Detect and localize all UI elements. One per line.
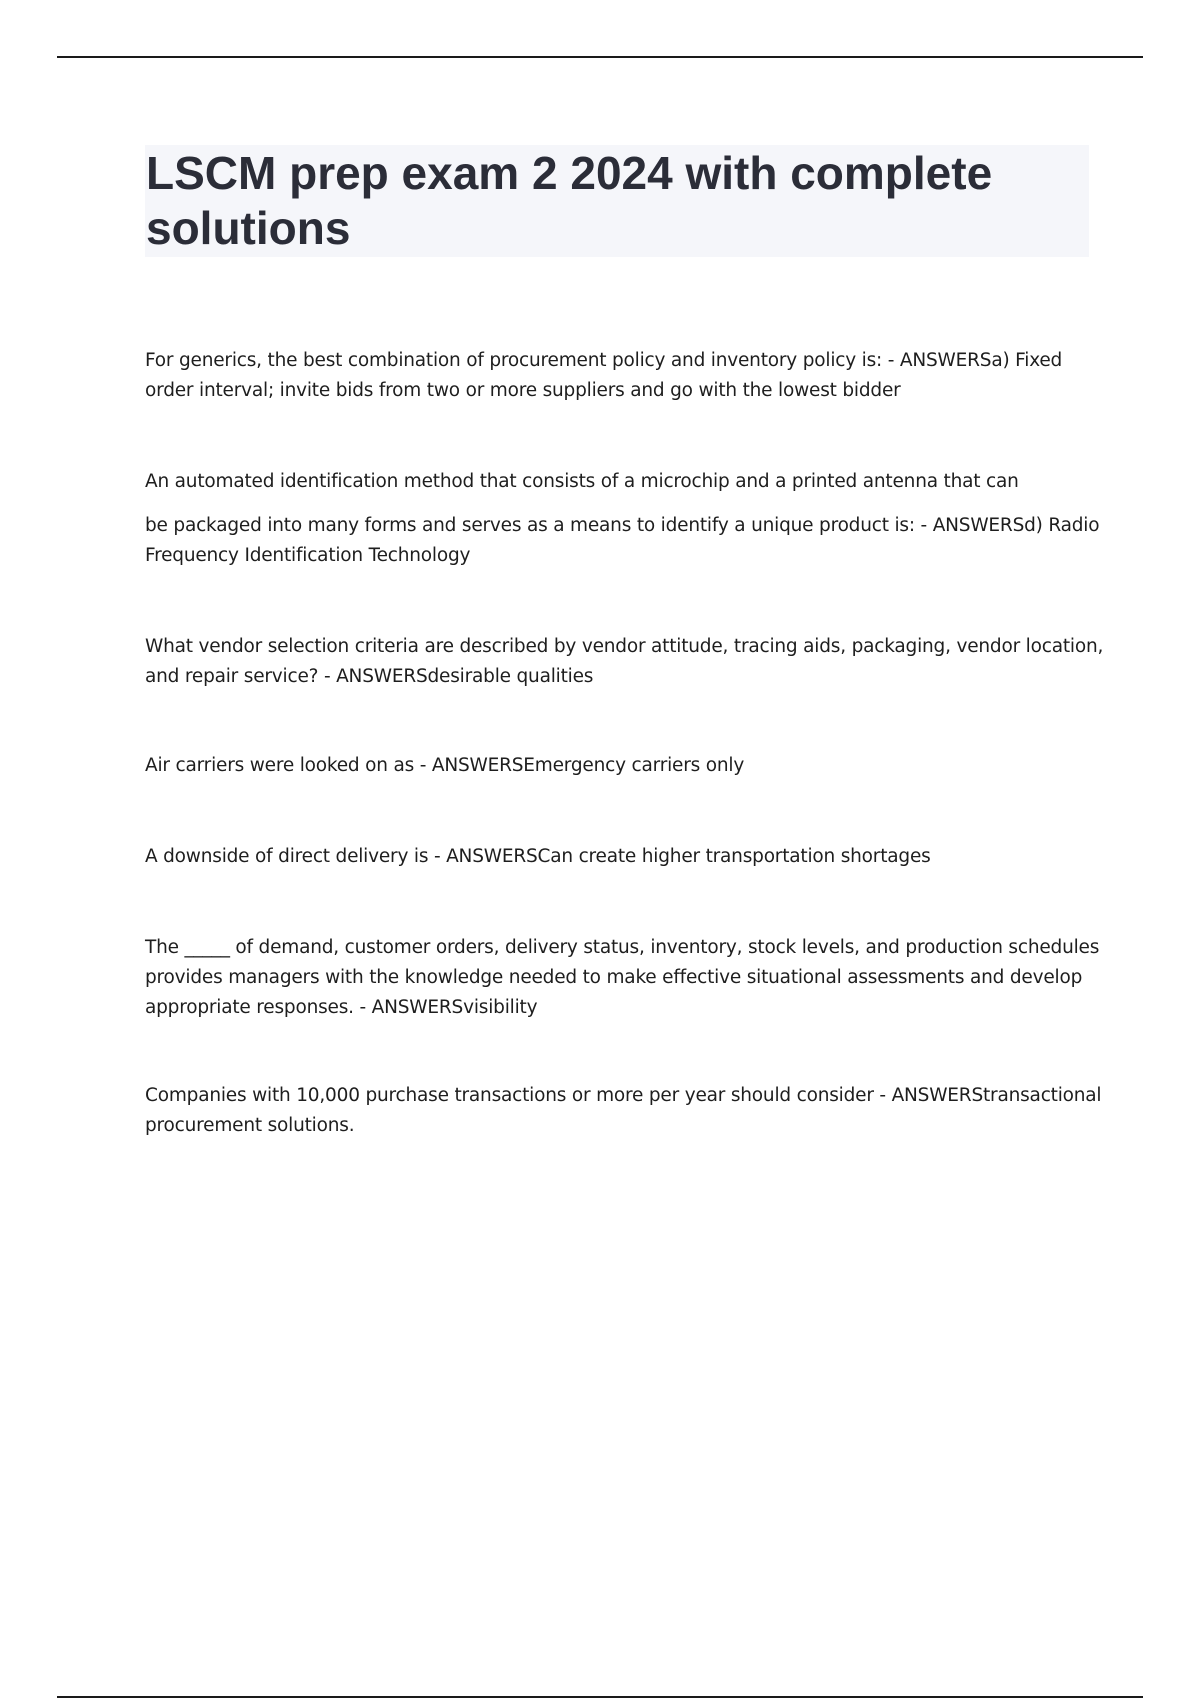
qa-item-4 [145, 751, 1095, 781]
qa-item-6 [145, 933, 1100, 1023]
qa-line: and repair service? - ANSWERSdesirable qualities [145, 666, 594, 687]
qa-item-2 [145, 467, 1100, 571]
qa-line: Frequency Identification Technology [145, 545, 471, 566]
qa-line: For generics, the best combination of procurement policy and inventory policy is: - ANSWERSa) Fixed [145, 350, 1063, 371]
qa-line: What vendor selection criteria are described by vendor attitude, tracing aids, packaging, vendor location, [145, 636, 1104, 657]
qa-line: The _____ of demand, customer orders, delivery status, inventory, stock levels, and production schedules [145, 937, 1100, 958]
page-title: LSCM prep exam 2 2024 with complete solutions [146, 147, 993, 254]
qa-item-1 [145, 346, 1095, 406]
qa-line: be packaged into many forms and serves as a means to identify a unique product is: - ANSWERSd) Radio [145, 515, 1100, 536]
qa-line: appropriate responses. - ANSWERSvisibility [145, 997, 538, 1018]
qa-line: procurement solutions. [145, 1115, 355, 1136]
bottom-divider [57, 1696, 1143, 1698]
qa-line: Companies with 10,000 purchase transactions or more per year should consider - ANSWERStransactional [145, 1085, 1102, 1106]
qa-item-5 [145, 842, 1095, 872]
qa-line: A downside of direct delivery is - ANSWERSCan create higher transportation shortages [145, 846, 931, 867]
qa-item-3 [145, 632, 1104, 692]
qa-line: An automated identification method that consists of a microchip and a printed antenna that can [145, 471, 1019, 492]
qa-item-7 [145, 1081, 1102, 1141]
qa-line: Air carriers were looked on as - ANSWERSEmergency carriers only [145, 755, 745, 776]
top-divider [57, 56, 1143, 58]
qa-line: provides managers with the knowledge needed to make effective situational assessments and develop [145, 967, 1083, 988]
qa-line: order interval; invite bids from two or more suppliers and go with the lowest bidder [145, 380, 901, 401]
